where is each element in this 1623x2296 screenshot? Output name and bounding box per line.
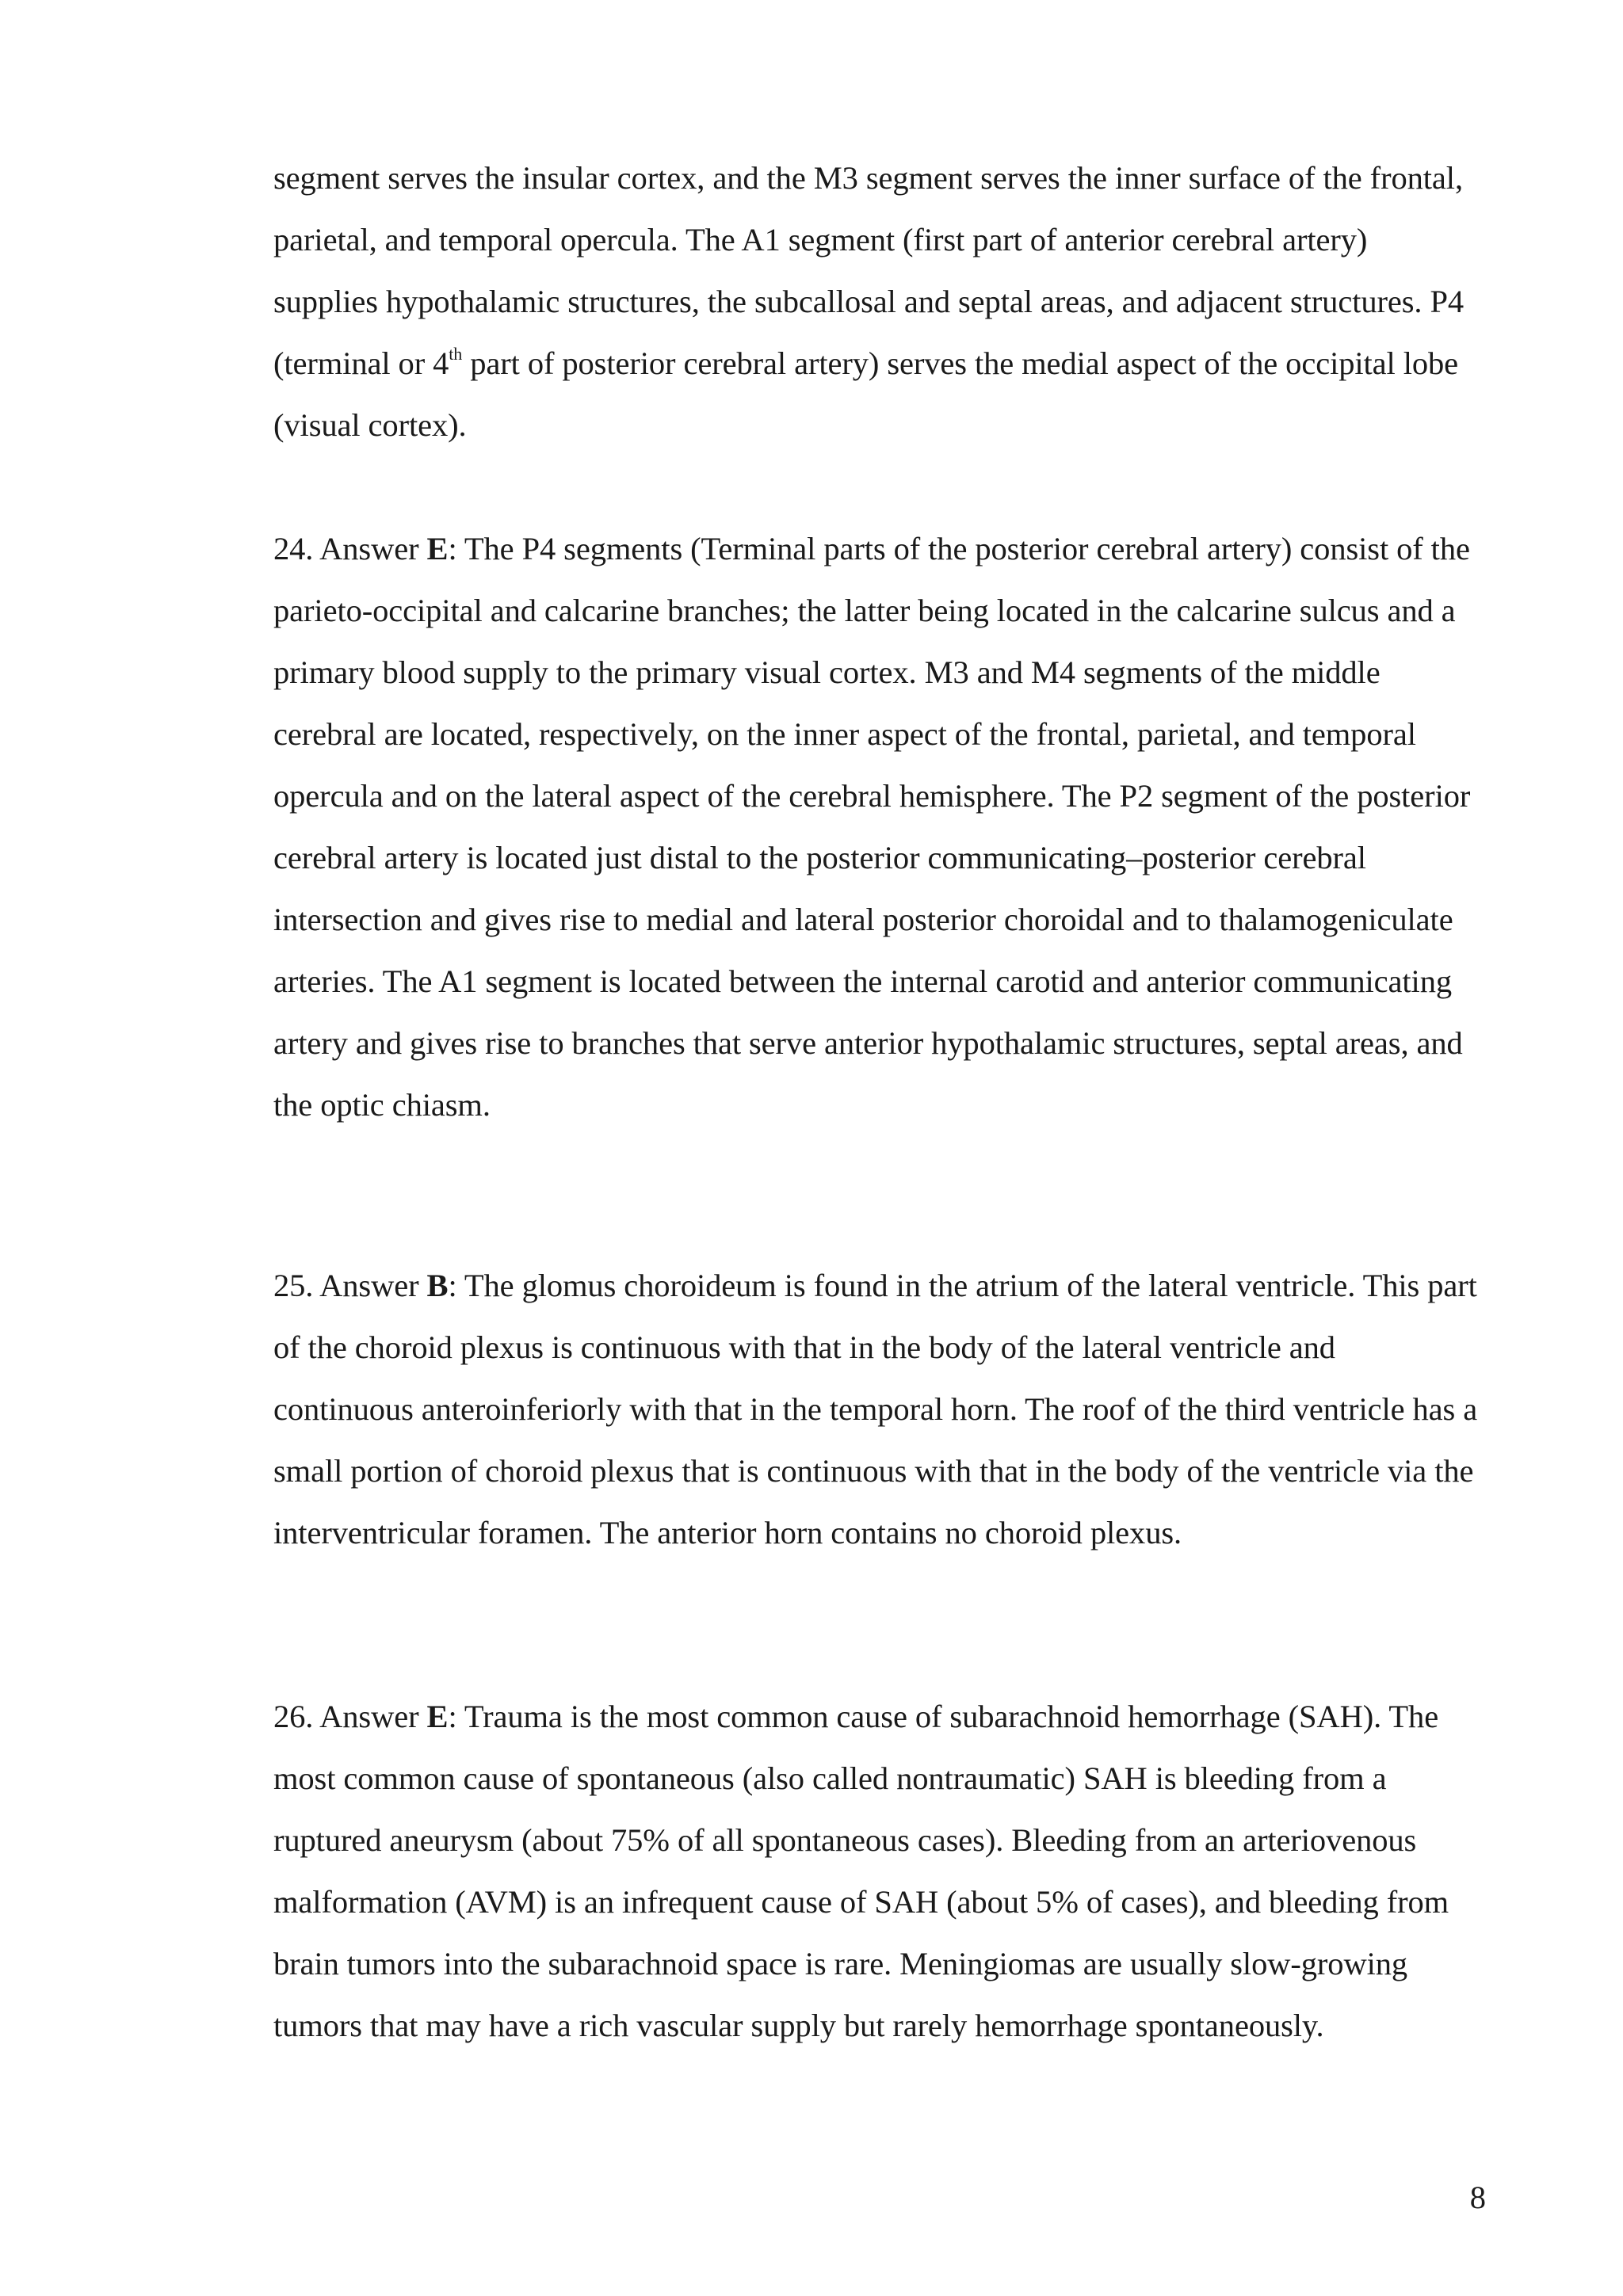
- answer-26-letter: E: [426, 1699, 449, 1734]
- ordinal-superscript: th: [449, 343, 463, 364]
- answer-25-letter: B: [426, 1268, 449, 1303]
- answer-24-letter: E: [426, 531, 449, 566]
- continuation-text-part2: part of posterior cerebral artery) serves the medial aspect of the occipital lobe (visual cortex).: [273, 345, 1459, 443]
- answer-25-prefix: 25. Answer: [273, 1268, 427, 1303]
- answer-26-paragraph: [273, 1686, 1478, 2057]
- continuation-paragraph: [273, 147, 1478, 456]
- answer-25-text: : The glomus choroideum is found in the atrium of the lateral ventricle. This part of the choroid plexus is continuous with that in the body of the lateral ventricle and continuous anteroinferiorly with that in the temporal horn. The roof of the third ventricle has a small portion of choroid plexus that is continuous with that in the body of the ventricle via the interventricular foramen. The anterior horn contains no choroid plexus.: [273, 1268, 1478, 1550]
- answer-26-prefix: 26. Answer: [273, 1699, 427, 1734]
- answer-24-paragraph: [273, 518, 1478, 1136]
- answer-25-paragraph: [273, 1255, 1478, 1564]
- answer-24-text: : The P4 segments (Terminal parts of the posterior cerebral artery) consist of the parieto-occipital and calcarine branches; the latter being located in the calcarine sulcus and a primary blood supply to the primary visual cortex. M3 and M4 segments of the middle cerebral are located, respectively, on the inner aspect of the frontal, parietal, and temporal opercula and on the lateral aspect of the cerebral hemisphere. The P2 segment of the posterior cerebral artery is located just distal to the posterior communicating–posterior cerebral intersection and gives rise to medial and lateral posterior choroidal and to thalamogeniculate arteries. The A1 segment is located between the internal carotid and anterior communicating artery and gives rise to branches that serve anterior hypothalamic structures, septal areas, and the optic chiasm.: [273, 531, 1471, 1123]
- continuation-text-part1: segment serves the insular cortex, and the M3 segment serves the inner surface of the frontal, parietal, and temporal opercula. The A1 segment (first part of anterior cerebral artery) supplies hypothalamic structures, the subcallosal and septal areas, and adjacent structures. P4 (terminal or 4: [273, 160, 1465, 381]
- answer-26-text: : Trauma is the most common cause of subarachnoid hemorrhage (SAH). The most common cause of spontaneous (also called nontraumatic) SAH is bleeding from a ruptured aneurysm (about 75% of all spontaneous cases). Bleeding from an arteriovenous malformation (AVM) is an infrequent cause of SAH (about 5% of cases), and bleeding from brain tumors into the subarachnoid space is rare. Meningiomas are usually slow-growing tumors that may have a rich vascular supply but rarely hemorrhage spontaneously.: [273, 1699, 1449, 2043]
- page-number: 8: [1469, 2180, 1486, 2215]
- answer-24-prefix: 24. Answer: [273, 531, 427, 566]
